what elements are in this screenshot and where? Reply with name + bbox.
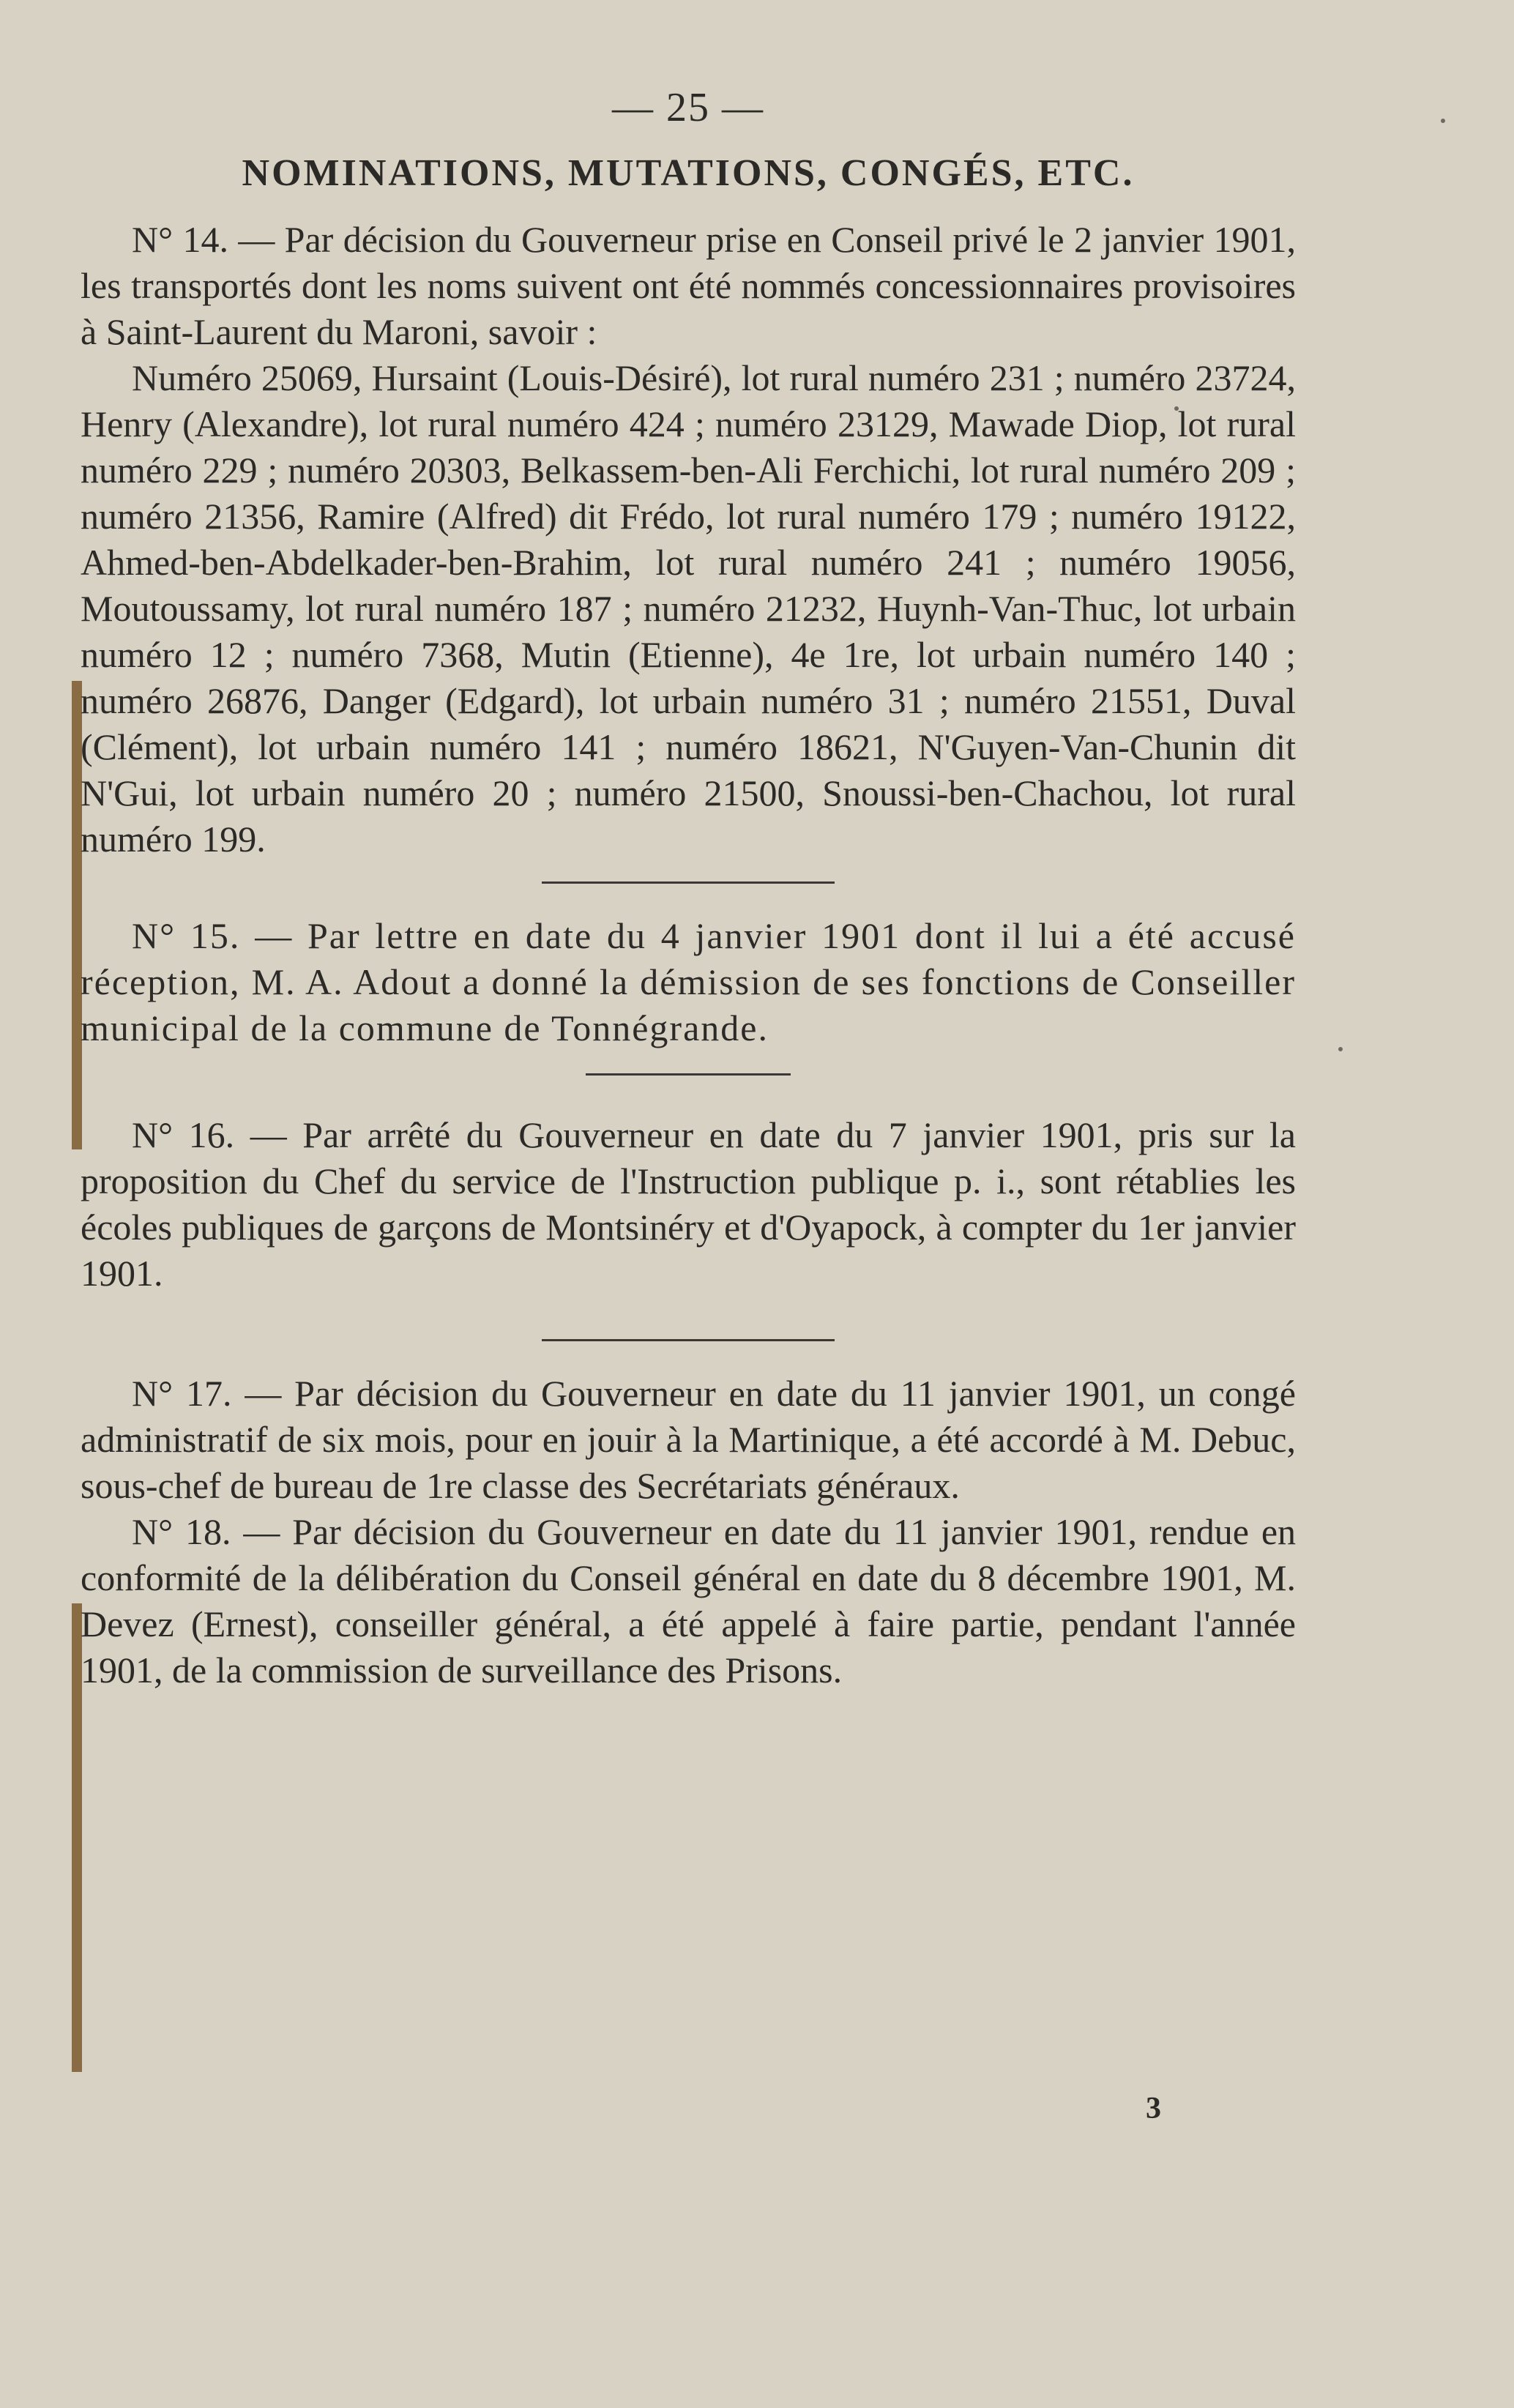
- entry-17: [81, 1371, 1296, 1509]
- entry-18: [81, 1509, 1296, 1693]
- entry-number: N° 17.: [132, 1373, 232, 1414]
- entry-number: N° 18.: [132, 1511, 231, 1552]
- page-number: — 25 —: [612, 85, 764, 130]
- entry-text: — Par décision du Gouverneur en date du 11 janvier 1901, rendue en conformité de la délibération du Conseil général en date du 8 décembre 1901, M. Devez (Ernest), conseiller général, a été appelé à faire partie, pendant l'année 1901, de la commission de surveillance des Prisons.: [81, 1511, 1297, 1691]
- entry-14: [81, 217, 1296, 355]
- entry-16: [81, 1112, 1296, 1297]
- entry-number: N° 15.: [132, 915, 241, 956]
- entry-text: — Par lettre en date du 4 janvier 1901 dont il lui a été accusé réception, M. A. Adout a donné la démission de ses fonctions de Conseiller municipal de la commune de Tonnégrande.: [81, 915, 1296, 1048]
- signature-mark: 3: [1146, 2092, 1161, 2125]
- entry-15: [81, 913, 1296, 1051]
- separator-rule: [542, 881, 835, 884]
- entry-text: — Par arrêté du Gouverneur en date du 7 janvier 1901, pris sur la proposition du Chef du service de l'Instruction publique p. i., sont rétablies les écoles publiques de garçons de Montsinéry et d'Oyapock, à compter du 1er janvier 1901.: [81, 1114, 1296, 1294]
- separator-rule: [586, 1073, 791, 1076]
- separator-rule: [542, 1339, 835, 1341]
- page-content: [81, 84, 1296, 1693]
- entry-number: N° 16.: [132, 1114, 235, 1155]
- entry-text: — Par décision du Gouverneur prise en Conseil privé le 2 janvier 1901, les transportés dont les noms suivent ont été nommés concessionnaires provisoires à Saint-Laurent du Maroni, savoir :: [81, 219, 1297, 352]
- entry-text: — Par décision du Gouverneur en date du 11 janvier 1901, un congé administratif de six mois, pour en jouir à la Martinique, a été accordé à M. Debuc, sous-chef de bureau de 1re classe des Secrétariats généraux.: [81, 1373, 1297, 1506]
- paper-speck: [1338, 1047, 1343, 1051]
- paper-speck: [1441, 119, 1445, 123]
- entry-14-list: [81, 355, 1296, 862]
- concession-list: Numéro 25069, Hursaint (Louis-Désiré), lot rural numéro 231 ; numéro 23724, Henry (Alexandre), lot rural numéro 424 ; numéro 23129, Mawade Diop, lot rural numéro 229 ; numéro 20303, Belkassem-ben-Ali Ferchichi, lot rural numéro 209 ; numéro 21356, Ramire (Alfred) dit Frédo, lot rural numéro 179 ; numéro 19122, Ahmed-ben-Abdelkader-ben-Brahim, lot rural numéro 241 ; numéro 19056, Moutoussamy, lot rural numéro 187 ; numéro 21232, Huynh-Van-Thuc, lot urbain numéro 12 ; numéro 7368, Mutin (Etienne), 4e 1re, lot urbain numéro 140 ; numéro 26876, Danger (Edgard), lot urbain numéro 31 ; numéro 21551, Duval (Clément), lot urbain numéro 141 ; numéro 18621, N'Guyen-Van-Chunin dit N'Gui, lot urbain numéro 20 ; numéro 21500, Snoussi-ben-Chachou, lot rural numéro 199.: [81, 357, 1296, 860]
- section-title: NOMINATIONS, MUTATIONS, CONGÉS, ETC.: [242, 152, 1135, 194]
- entry-number: N° 14.: [132, 219, 228, 260]
